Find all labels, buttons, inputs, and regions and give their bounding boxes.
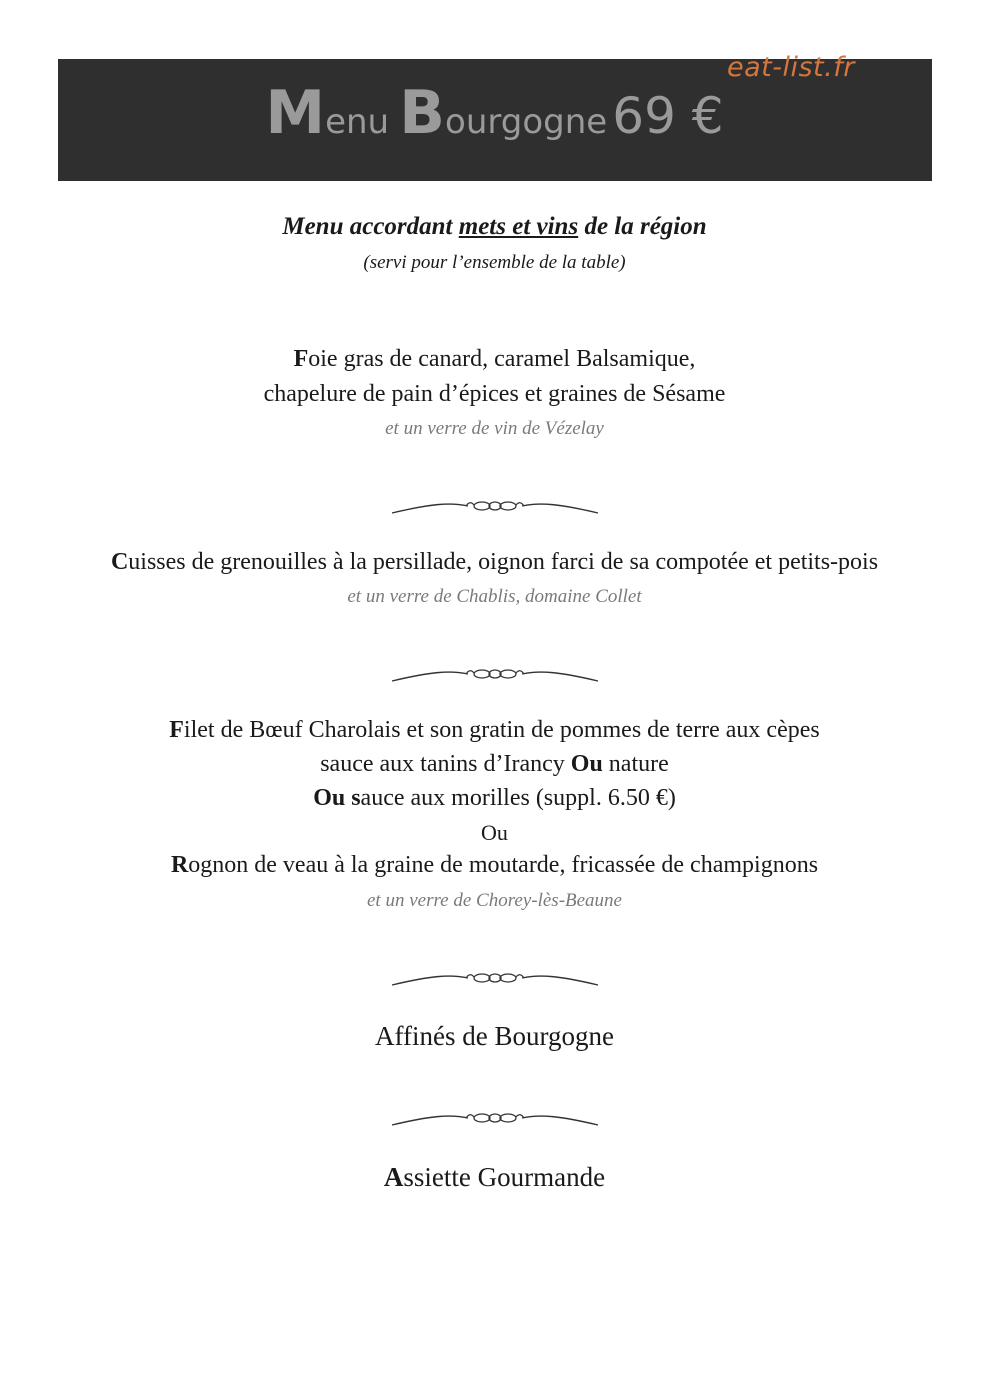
subtitle-underlined: mets et vins (458, 213, 579, 240)
course2-wine: et un verre de Chablis, domaine Collet (347, 586, 642, 607)
course3-or: Ou (481, 820, 508, 845)
course3-line3-text: auce aux morilles (suppl. 6.50 €) (360, 785, 676, 811)
course5-text: ssiette Gourmande (403, 1162, 606, 1192)
course3-line1 (0, 717, 989, 744)
course2-initial: C (110, 549, 129, 575)
watermark: eat-list.fr (727, 52, 855, 83)
course3-alt-line (0, 852, 989, 879)
course1-line2: chapelure de pain d’épices et graines de Sésame (263, 381, 726, 407)
title-rest-menu: enu (325, 102, 390, 142)
course3-line2-bold: Ou (570, 751, 603, 777)
course2-line1-text: uisses de grenouilles à la persillade, oignon farci de sa compotée et petits-pois (128, 549, 879, 575)
course1-initial: F (293, 346, 309, 372)
menu-subtitle (0, 213, 989, 241)
course1-line1-text: oie gras de canard, caramel Balsamique, (308, 346, 696, 372)
flourish-divider-icon (390, 1108, 600, 1132)
course3-initial: F (169, 717, 184, 743)
title-rest-bourgogne: ourgogne (445, 102, 608, 142)
course3-line2 (0, 751, 989, 778)
course1-wine: et un verre de vin de Vézelay (385, 418, 604, 439)
course1-line1 (0, 346, 989, 373)
flourish-divider-icon (390, 968, 600, 992)
course4-cheese: Affinés de Bourgogne (375, 1021, 614, 1051)
course3-line1-text: ilet de Bœuf Charolais et son gratin de pommes de terre aux cèpes (183, 717, 820, 743)
course2-line1 (0, 549, 989, 576)
subtitle-after: de la région (578, 213, 707, 240)
flourish-divider-icon (390, 496, 600, 520)
course3-line2-after: nature (602, 751, 669, 777)
course3-alt-initial: R (170, 852, 189, 878)
course3-line3-bold: Ou s (313, 785, 361, 811)
menu-price: 69 € (612, 87, 724, 145)
subtitle-before: Menu accordant (282, 213, 459, 240)
course5-initial: A (383, 1162, 404, 1192)
course3-line3 (0, 785, 989, 812)
menu-subnote: (servi pour l’ensemble de la table) (363, 252, 626, 273)
menu-title (0, 78, 989, 148)
course5-dessert (0, 1162, 989, 1193)
title-cap-b: B (399, 78, 446, 148)
course3-alt-text: ognon de veau à la graine de moutarde, fricassée de champignons (188, 852, 819, 878)
course3-wine: et un verre de Chorey-lès-Beaune (367, 890, 622, 911)
flourish-divider-icon (390, 664, 600, 688)
course3-line2-before: sauce aux tanins d’Irancy (320, 751, 571, 777)
title-cap-m: M (265, 78, 326, 148)
